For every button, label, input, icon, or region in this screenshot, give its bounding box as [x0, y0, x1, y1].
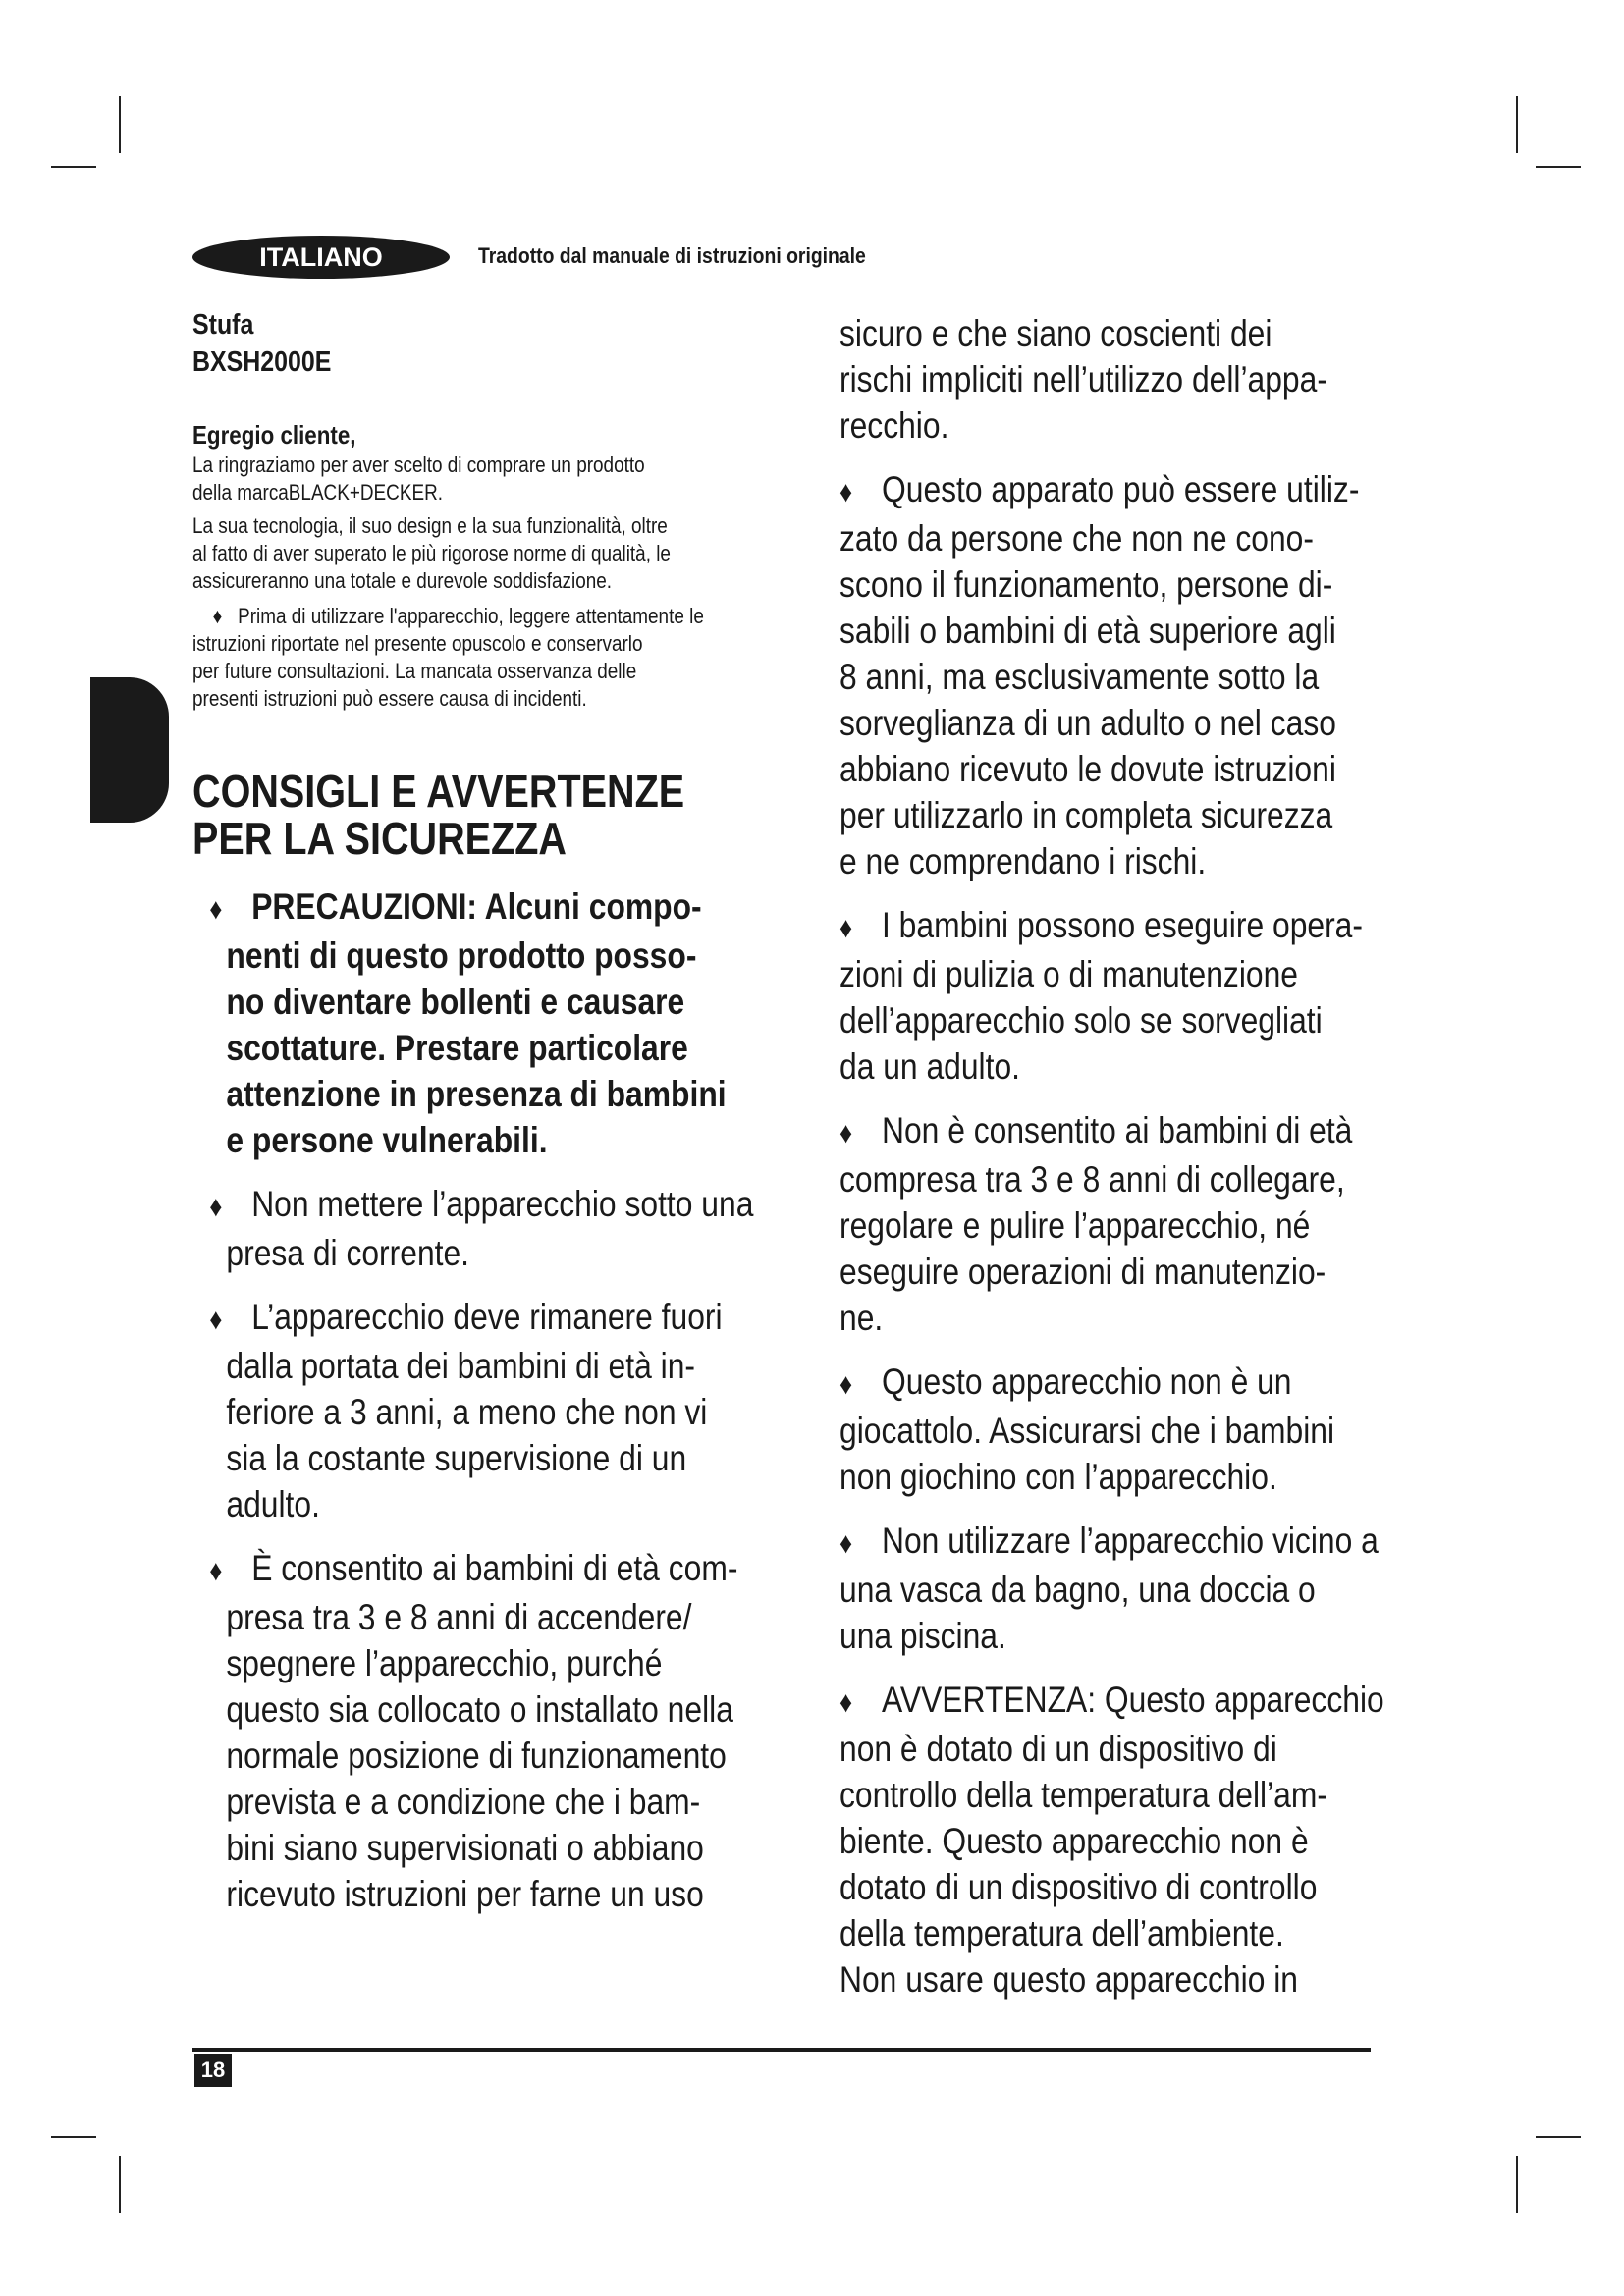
bullet-line: sorveglianza di un adulto o nel caso [839, 703, 1336, 743]
page-number: 18 [194, 2054, 232, 2087]
diamond-bullet-icon: ♦ [839, 476, 853, 508]
header-subtitle: Tradotto dal manuale di istruzioni originale [478, 243, 866, 268]
diamond-bullet-icon: ♦ [209, 1304, 223, 1336]
bullet-item [839, 1107, 1473, 1341]
bullet-line: per utilizzarlo in completa sicurezza [839, 795, 1333, 835]
bullet-line: dotato di un dispositivo di controllo [839, 1867, 1318, 1907]
text-line: sicuro e che siano coscienti dei [839, 313, 1272, 353]
bullet-line: bini siano supervisionati o abbiano [226, 1828, 704, 1868]
bullet-line: Non usare questo apparecchio in [839, 1959, 1299, 2000]
left-bullet-list [192, 883, 754, 1917]
bullet-line: Non è consentito ai bambini di età [882, 1110, 1353, 1150]
intro-bullet-line: presenti istruzioni può essere causa di incidenti. [192, 686, 587, 711]
diamond-bullet-icon: ♦ [839, 1686, 853, 1719]
bullet-line: compresa tra 3 e 8 anni di collegare, [839, 1159, 1345, 1200]
diamond-bullet-icon: ♦ [839, 1368, 853, 1401]
product-model: BXSH2000E [192, 347, 332, 378]
bullet-item [839, 466, 1473, 884]
intro-paragraph [192, 452, 817, 507]
bullet-line: eseguire operazioni di manutenzio- [839, 1252, 1326, 1292]
bullet-line: sabili o bambini di età superiore agli [839, 611, 1336, 651]
language-badge: ITALIANO [192, 236, 450, 279]
crop-mark [119, 2156, 121, 2213]
diamond-bullet-icon: ♦ [212, 604, 223, 628]
bullet-line: 8 anni, ma esclusivamente sotto la [839, 657, 1320, 697]
crop-mark [51, 166, 96, 168]
intro-bullet [192, 603, 817, 713]
bullet-line: PRECAUZIONI: Alcuni compo- [251, 886, 702, 927]
section-side-tab [90, 677, 169, 823]
bullet-line: spegnere l’apparecchio, purché [226, 1643, 663, 1683]
bullet-line: L’apparecchio deve rimanere fuori [251, 1297, 723, 1337]
bullet-line: non giochino con l’apparecchio. [839, 1457, 1277, 1497]
bullet-line: giocattolo. Assicurarsi che i bambini [839, 1411, 1335, 1451]
bullet-line: normale posizione di funzionamento [226, 1735, 727, 1776]
bullet-line: questo sia collocato o installato nella [226, 1689, 733, 1730]
bullet-line: da un adulto. [839, 1046, 1021, 1087]
bullet-line: attenzione in presenza di bambini [226, 1074, 727, 1114]
intro-line: della marcaBLACK+DECKER. [192, 480, 444, 505]
section-title-line: CONSIGLI E AVVERTENZE [192, 766, 685, 817]
bullet-line: È consentito ai bambini di età com- [251, 1548, 738, 1588]
footer-rule [192, 2048, 1371, 2052]
diamond-bullet-icon: ♦ [839, 1117, 853, 1149]
bullet-line: zioni di pulizia o di manutenzione [839, 954, 1298, 994]
bullet-line: della temperatura dell’ambiente. [839, 1913, 1284, 1953]
bullet-line: controllo della temperatura dell’am- [839, 1775, 1327, 1815]
bullet-line: una vasca da bagno, una doccia o [839, 1570, 1316, 1610]
section-title-line: PER LA SICUREZZA [192, 813, 567, 864]
bullet-line: scono il funzionamento, persone di- [839, 564, 1333, 605]
text-line: recchio. [839, 405, 949, 446]
bullet-line: una piscina. [839, 1616, 1006, 1656]
crop-mark [1516, 2156, 1518, 2213]
bullet-line: AVVERTENZA: Questo apparecchio [882, 1680, 1384, 1720]
bullet-line: presa di corrente. [226, 1233, 470, 1273]
bullet-line: sia la costante supervisione di un [226, 1438, 687, 1478]
crop-mark [1516, 96, 1518, 153]
bullet-line: dell’apparecchio solo se sorvegliati [839, 1000, 1323, 1041]
bullet-line: e persone vulnerabili. [226, 1120, 548, 1160]
diamond-bullet-icon: ♦ [839, 912, 853, 944]
intro-bullet-line: istruzioni riportate nel presente opuscolo e conservarlo [192, 631, 643, 656]
bullet-line: e ne comprendano i rischi. [839, 841, 1207, 881]
bullet-line: Questo apparecchio non è un [882, 1362, 1292, 1402]
bullet-line: abbiano ricevuto le dovute istruzioni [839, 749, 1336, 789]
bullet-item [839, 1677, 1473, 2002]
bullet-item [839, 902, 1473, 1090]
bullet-item [839, 1518, 1473, 1659]
bullet-line: dalla portata dei bambini di età in- [226, 1346, 695, 1386]
left-column [192, 306, 821, 1935]
intro-bullet-line: per future consultazioni. La mancata osservanza delle [192, 659, 637, 683]
bullet-line: ricevuto istruzioni per farne un uso [226, 1874, 704, 1914]
bullet-item [192, 1545, 826, 1917]
greeting: Egregio cliente, [192, 420, 356, 450]
bullet-line: Questo apparato può essere utiliz- [882, 469, 1360, 509]
bullet-item [192, 883, 826, 1163]
product-name: Stufa [192, 309, 254, 341]
bullet-line: Non utilizzare l’apparecchio vicino a [882, 1521, 1379, 1561]
bullet-line: regolare e pulire l’apparecchio, né [839, 1205, 1311, 1246]
diamond-bullet-icon: ♦ [209, 1191, 223, 1223]
bullet-item [839, 1359, 1473, 1500]
bullet-item [192, 1294, 826, 1527]
crop-mark [1536, 166, 1581, 168]
bullet-line: no diventare bollenti e causare [226, 982, 685, 1022]
bullet-line: biente. Questo apparecchio non è [839, 1821, 1309, 1861]
bullet-line: presa tra 3 e 8 anni di accendere/ [226, 1597, 692, 1637]
right-column [839, 310, 1458, 2020]
right-bullet-list [839, 466, 1384, 2002]
bullet-line: nenti di questo prodotto posso- [226, 935, 697, 976]
bullet-line: adulto. [226, 1484, 320, 1524]
bullet-line: scottature. Prestare particolare [226, 1028, 688, 1068]
intro-paragraph [192, 512, 817, 595]
bullet-item [192, 1181, 826, 1276]
text-line: rischi impliciti nell’utilizzo dell’appa- [839, 359, 1327, 400]
bullet-line: non è dotato di un dispositivo di [839, 1729, 1277, 1769]
bullet-line: ne. [839, 1298, 884, 1338]
bullet-line: Non mettere l’apparecchio sotto una [251, 1184, 754, 1224]
diamond-bullet-icon: ♦ [209, 893, 223, 926]
crop-mark [51, 2136, 96, 2138]
diamond-bullet-icon: ♦ [839, 1527, 853, 1560]
intro-line: assicureranno una totale e durevole soddisfazione. [192, 568, 613, 593]
bullet-line: prevista e a condizione che i bam- [226, 1782, 701, 1822]
bullet-line: I bambini possono eseguire opera- [882, 905, 1363, 945]
intro-line: La ringraziamo per aver scelto di comprare un prodotto [192, 453, 645, 477]
bullet-line: zato da persone che non ne cono- [839, 518, 1314, 559]
diamond-bullet-icon: ♦ [209, 1555, 223, 1587]
intro-bullet-line: Prima di utilizzare l'apparecchio, leggere attentamente le [238, 604, 704, 628]
crop-mark [1536, 2136, 1581, 2138]
bullet-line: feriore a 3 anni, a meno che non vi [226, 1392, 708, 1432]
intro-line: La sua tecnologia, il suo design e la sua funzionalità, oltre [192, 513, 668, 538]
continuation-paragraph [839, 310, 1473, 449]
crop-mark [119, 96, 121, 153]
intro-line: al fatto di aver superato le più rigorose norme di qualità, le [192, 541, 671, 565]
section-title [192, 768, 817, 862]
